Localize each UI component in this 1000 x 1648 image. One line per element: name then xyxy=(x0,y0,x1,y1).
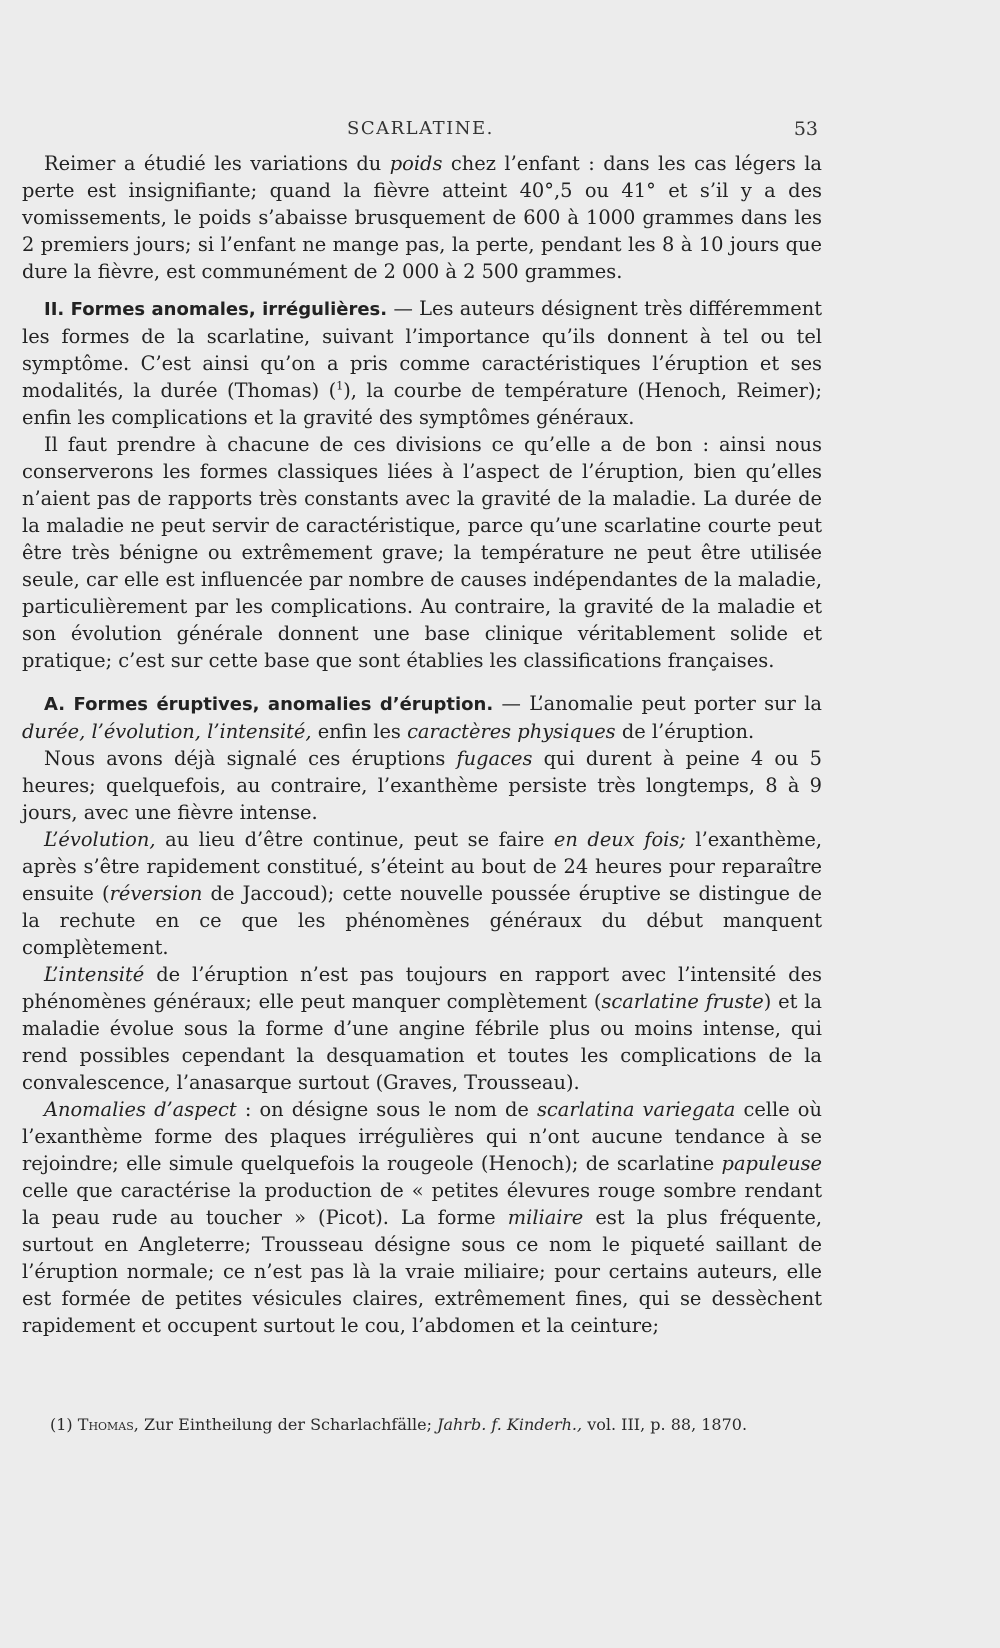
paragraph-evolution: L’évolution, au lieu d’être continue, peut se faire en deux fois; l’exanthème, après s’être rapidement constitué, s’éteint au bout de 24 heures pour reparaître ensuite (réversion de Jaccoud); cette nouvelle poussée éruptive se distingue de la rechute en ce que les phénomènes généraux du début manquent complètement. xyxy=(22,828,823,959)
page-header xyxy=(22,118,818,148)
page-body xyxy=(22,150,822,1339)
paragraph-anomalous-forms: II. Formes anomales, irrégulières. — Les auteurs désignent très différemment les formes de la scarlatine, suivant l’importance qu’ils donnent à tel ou tel symptôme. C’est ainsi qu’on a pris comme caractéristiques l’éruption et ses modalités, la durée (Thomas) ($^1$), la courbe de température (Henoch, Reimer); enfin les complications et la gravité des symptômes généraux. xyxy=(22,297,822,429)
paragraph-fugaces: Nous avons déjà signalé ces éruptions fugaces qui durent à peine 4 ou 5 heures; quelquefois, au contraire, l’exanthème persiste très longtemps, 8 à 9 jours, avec une fièvre intense. xyxy=(22,747,823,824)
footnote-mark: (1) xyxy=(50,1415,73,1434)
page-number: 53 xyxy=(793,118,818,140)
paragraph-divisions: Il faut prendre à chacune de ces divisions ce qu’elle a de bon : ainsi nous conserverons les formes classiques liées à l’aspect de l’éruption, bien qu’elles n’aient pas de rapports très constants avec la gravité de la maladie. La durée de la maladie ne peut servir de caractéristique, parce qu’une scarlatine courte peut être très bénigne ou extrêmement grave; la température ne peut être utilisée seule, car elle est influencée par nombre de causes indépendantes de la maladie, particulièrement par les complications. Au contraire, la gravité de la maladie et son évolution générale donnent une base clinique véritablement solide et pratique; c’est sur cette base que sont établies les classifications françaises. xyxy=(22,433,822,672)
footnote-journal: Jahrb. f. Kinderh., xyxy=(437,1415,583,1434)
paragraph-weight: Reimer a étudié les variations du poids chez l’enfant : dans les cas légers la perte est insignifiante; quand la fièvre atteint 40°,5 ou 41° et s’il y a des vomissements, le poids s’abaisse brusquement de 600 à 1000 grammes dans les 2 premiers jours; si l’enfant ne mange pas, la perte, pendant les 8 à 10 jours que dure la fièvre, est communément de 2 000 à 2 500 grammes. xyxy=(22,152,822,283)
section-heading-ii: II. Formes anomales, irrégulières. xyxy=(44,299,388,320)
footnote-ref[interactable]: 1 xyxy=(336,379,344,393)
running-title: SCARLATINE. xyxy=(347,118,494,139)
paragraph-intensity: L’intensité de l’éruption n’est pas toujours en rapport avec l’intensité des phénomènes généraux; elle peut manquer complètement (scarlatine fruste) et la maladie évolue sous la forme d’une angine fébrile plus ou moins intense, qui rend possibles cependant la desquamation et toutes les complications de la convalescence, l’anasarque surtout (Graves, Trousseau). xyxy=(22,963,823,1094)
footnote: (1) Thomas, Zur Eintheilung der Scharlachfälle; Jahrb. f. Kinderh., vol. III, p. 88, 1870. xyxy=(50,1415,748,1434)
paragraph-eruptive-forms: A. Formes éruptives, anomalies d’éruption. — L’anomalie peut porter sur la durée, l’évolution, l’intensité, enfin les caractères physiques de l’éruption. xyxy=(22,692,822,743)
paragraph-aspect: Anomalies d’aspect : on désigne sous le nom de scarlatina variegata celle où l’exanthème forme des plaques irrégulières qui n’ont aucune tendance à se rejoindre; elle simule quelquefois la rougeole (Henoch); de scarlatine papuleuse celle que caractérise la production de « petites élevures rouge sombre rendant la peau rude au toucher » (Picot). La forme miliaire est la plus fréquente, surtout en Angleterre; Trousseau désigne sous ce nom le piqueté saillant de l’éruption normale; ce n’est pas là la vraie miliaire; pour certains auteurs, elle est formée de petites vésicules claires, extrêmement fines, qui se dessèchent rapidement et occupent surtout le cou, l’abdomen et la ceinture; xyxy=(22,1098,823,1337)
section-heading-a: A. Formes éruptives, anomalies d’éruption. xyxy=(44,694,494,715)
footnote-author: Thomas, xyxy=(77,1415,139,1434)
